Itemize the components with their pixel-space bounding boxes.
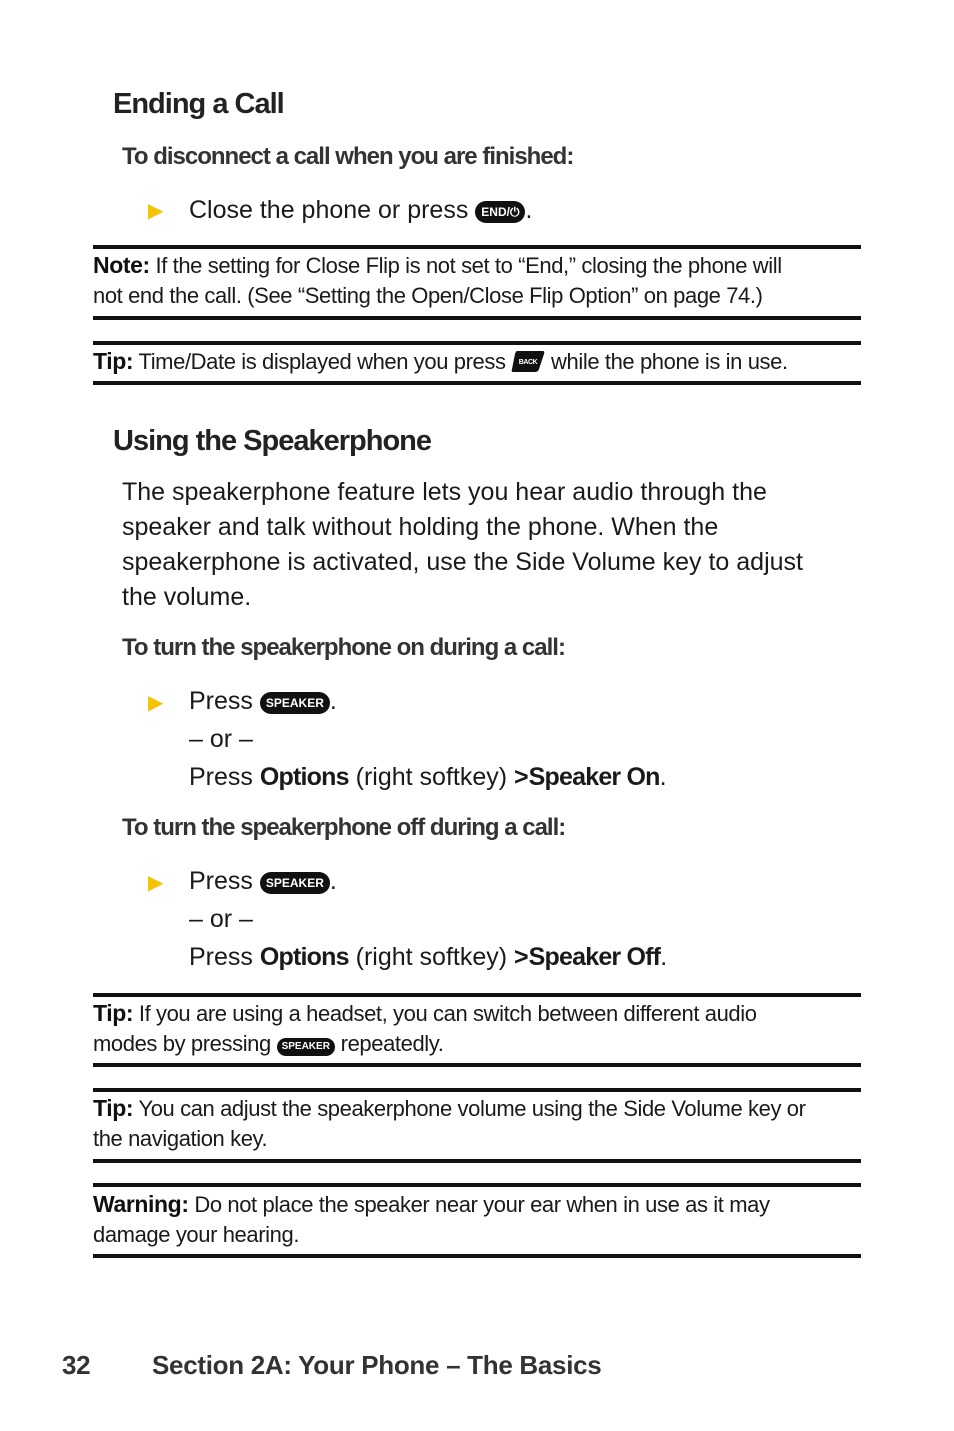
warning-bottom-rule — [93, 1254, 861, 1258]
step-text: Close the phone or press — [189, 196, 469, 224]
bullet-speaker-off — [148, 870, 163, 895]
menu-arrow: > — [514, 943, 529, 971]
warning-text-line2: damage your hearing. — [93, 1222, 300, 1247]
alt-step-speaker-on — [189, 760, 667, 795]
section-heading-ending-call: Ending a Call — [113, 88, 284, 120]
paragraph-line: speaker and talk without holding the phone. When the — [122, 513, 719, 541]
section-title: Section 2A: Your Phone – The Basics — [152, 1350, 602, 1380]
note-bottom-rule — [93, 316, 861, 320]
options-label: Options — [259, 763, 349, 791]
tip1-bottom-rule — [93, 381, 861, 385]
instruction-speaker-off: To turn the speakerphone off during a call: — [122, 814, 566, 841]
end-power-key-icon: END/⏻ — [475, 201, 525, 223]
press-text: Press — [189, 943, 253, 971]
press-text: Press — [189, 687, 253, 715]
tip2-box — [93, 998, 757, 1059]
speaker-key-icon: SPEAKER — [277, 1038, 335, 1056]
tip3-label: Tip: — [93, 1095, 134, 1121]
warning-box — [93, 1189, 770, 1250]
tip2-label: Tip: — [93, 1000, 134, 1026]
triangle-bullet-icon: ▶ — [148, 692, 164, 714]
softkey-text: (right softkey) — [355, 943, 508, 971]
tip1-text-before: Time/Date is displayed when you press — [138, 349, 506, 374]
instruction-speaker-on: To turn the speakerphone on during a call: — [122, 634, 565, 661]
tip2-text-after: repeatedly. — [340, 1031, 444, 1056]
or-separator: – or – — [189, 725, 253, 753]
speaker-on-label: Speaker On — [528, 763, 660, 791]
tip1-text-after: while the phone is in use. — [551, 349, 788, 374]
step-period: . — [660, 943, 668, 971]
step-speaker-on — [189, 684, 337, 719]
bullet-speaker-on — [148, 690, 163, 715]
press-text: Press — [189, 867, 253, 895]
step-close-phone-text — [189, 193, 532, 228]
warning-label: Warning: — [93, 1191, 189, 1217]
press-text: Press — [189, 763, 253, 791]
note-text: If the setting for Close Flip is not set to “End,” closing the phone will — [155, 253, 782, 278]
warning-top-rule — [93, 1183, 861, 1187]
speaker-key-icon: SPEAKER — [260, 872, 330, 894]
tip2-text: If you are using a headset, you can switch between different audio — [138, 1001, 757, 1026]
step-speaker-off — [189, 864, 337, 899]
tip1-top-rule — [93, 341, 861, 345]
back-key-icon — [511, 349, 545, 373]
page-number: 32 — [62, 1350, 91, 1380]
triangle-bullet-icon: ▶ — [148, 872, 164, 894]
tip1-label: Tip: — [93, 348, 134, 374]
paragraph-line: speakerphone is activated, use the Side Volume key to adjust — [122, 548, 803, 576]
step-close-phone — [148, 198, 163, 223]
or-separator: – or – — [189, 905, 253, 933]
options-label: Options — [259, 943, 349, 971]
section-heading-speakerphone: Using the Speakerphone — [113, 425, 432, 457]
paragraph-line: the volume. — [122, 583, 252, 611]
tip3-box — [93, 1093, 806, 1154]
tip2-text-before: modes by pressing — [93, 1031, 271, 1056]
tip3-top-rule — [93, 1088, 861, 1092]
note-text-line2: not end the call. (See “Setting the Open/Close Flip Option” on page 74.) — [93, 283, 763, 308]
tip3-text: You can adjust the speakerphone volume using the Side Volume key or — [138, 1096, 806, 1121]
softkey-text: (right softkey) — [355, 763, 508, 791]
paragraph-line: The speakerphone feature lets you hear audio through the — [122, 478, 767, 506]
step-period: . — [659, 763, 667, 791]
tip3-text-line2: the navigation key. — [93, 1126, 268, 1151]
warning-text: Do not place the speaker near your ear when in use as it may — [194, 1192, 770, 1217]
speakerphone-paragraph — [122, 475, 803, 615]
step-period: . — [329, 687, 337, 715]
step-period: . — [329, 867, 337, 895]
note-label: Note: — [93, 252, 150, 278]
tip2-bottom-rule — [93, 1063, 861, 1067]
tip3-bottom-rule — [93, 1159, 861, 1163]
instruction-disconnect: To disconnect a call when you are finished: — [122, 143, 574, 170]
back-key-label: BACK — [519, 359, 538, 366]
speaker-off-label: Speaker Off — [528, 943, 661, 971]
triangle-bullet-icon: ▶ — [148, 200, 164, 222]
note-box — [93, 250, 782, 311]
menu-arrow: > — [514, 763, 529, 791]
tip2-top-rule — [93, 993, 861, 997]
step-period: . — [525, 196, 533, 224]
note-top-rule — [93, 245, 861, 249]
speaker-key-icon: SPEAKER — [260, 692, 330, 714]
alt-step-speaker-off — [189, 940, 667, 975]
tip1-box — [93, 346, 788, 377]
